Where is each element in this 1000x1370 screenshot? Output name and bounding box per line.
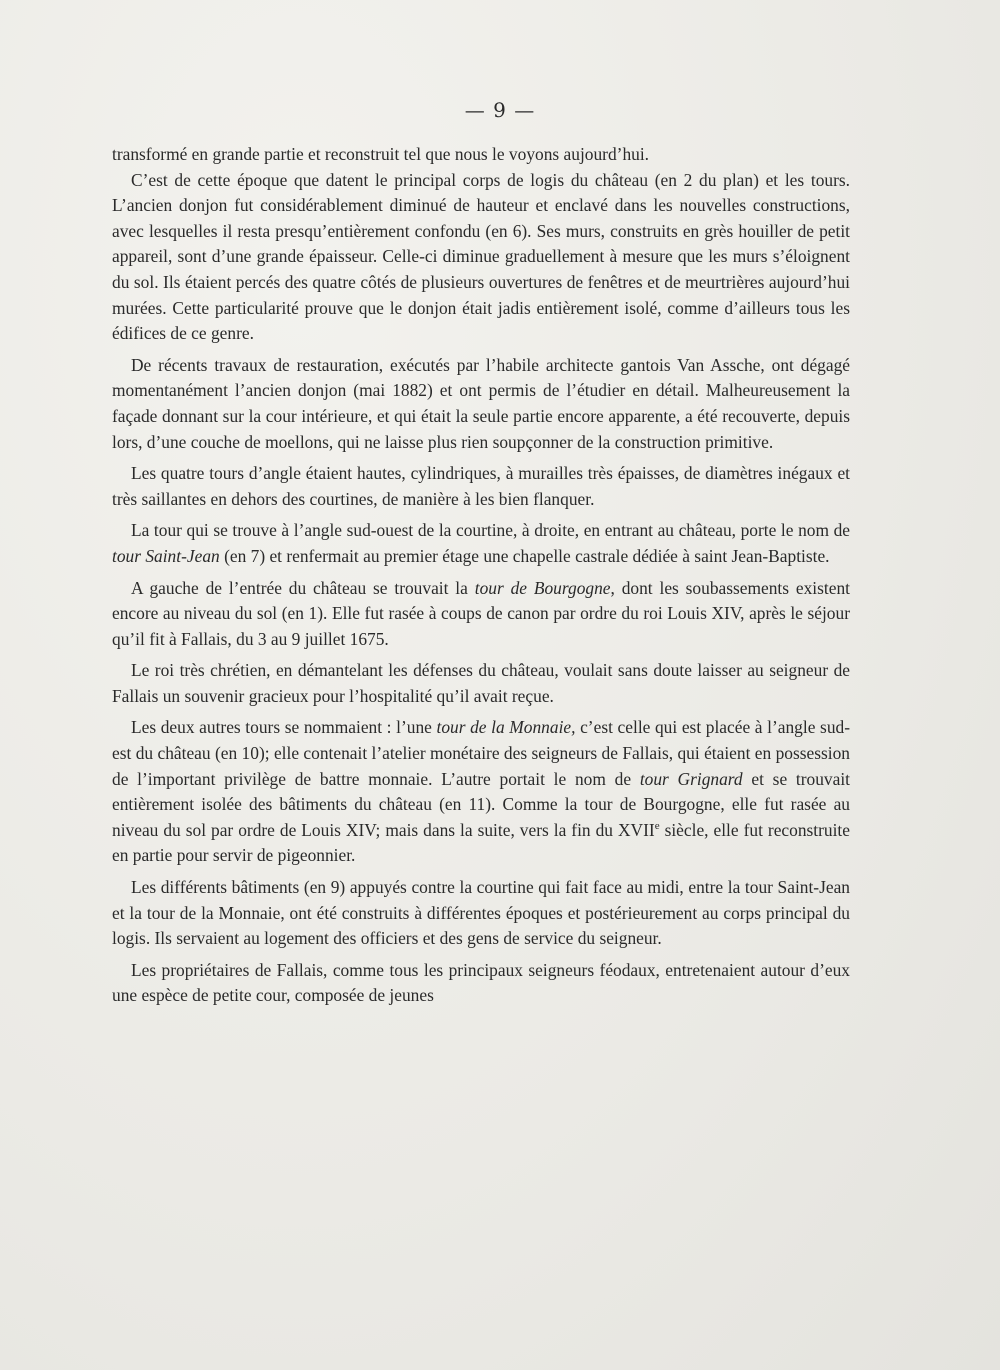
- paragraph: [112, 461, 850, 512]
- text-run: A gauche de l’entrée du château se trouvait la: [131, 577, 475, 598]
- paragraph: [112, 658, 850, 709]
- body-text: [112, 142, 850, 1009]
- paragraph: [112, 875, 850, 952]
- text-run: Les propriétaires de Fallais, comme tous les principaux seigneurs féodaux, entretenaient autour d’eux une espèce de petite cour, composée de jeunes: [112, 959, 850, 1006]
- text-run: C’est de cette époque que datent le principal corps de logis du château (en 2 du plan) et les tours. L’ancien donjon fut considérablement diminué de hauteur et enclavé dans les nouvelles constructions, avec lesquelles il resta presqu’entièrement confondu (en 6). Ses murs, construits en grès houiller de petit appareil, sont d’une grande épaisseur. Celle-ci diminue graduellement à mesure que les murs s’éloignent du sol. Ils étaient percés des quatre côtés de plusieurs ouvertures de fenêtres et de meurtrières aujourd’hui murées. Cette particularité prouve que le donjon était jadis entièrement isolé, comme d’ailleurs tous les édifices de ce genre.: [112, 169, 850, 344]
- page-number: — 9 —: [464, 98, 536, 122]
- text-run: , dont les soubassements existent encore au niveau du sol (en 1). Elle fut rasée à coups de canon par ordre du roi Louis XIV, après le séjour qu’il fit à Fallais, du 3 au 9 juillet 1675.: [112, 577, 850, 649]
- text-run: Les différents bâtiments (en 9) appuyés contre la courtine qui fait face au midi, entre la tour Saint-Jean et la tour de la Monnaie, ont été construits à différentes époques et postérieurement au corps principal du logis. Ils servaient au logement des officiers et des gens de service du seigneur.: [112, 877, 850, 949]
- text-run: (en 7) et renfermait au premier étage une chapelle castrale dédiée à saint Jean-Baptiste.: [219, 545, 830, 566]
- text-run: Les deux autres tours se nommaient : l’une: [131, 717, 437, 738]
- text-run: et se trouvait entièrement isolée des bâtiments du château (en 11). Comme la tour de Bourgogne, elle fut rasée au niveau du sol par ordre de Louis XIV; mais dans la suite, vers la fin du XVII: [112, 768, 851, 840]
- paragraph: [112, 958, 850, 1009]
- text-run: Le roi très chrétien, en démantelant les défenses du château, voulait sans doute laisser au seigneur de Fallais un souvenir gracieux pour l’hospitalité qu’il avait reçue.: [112, 660, 850, 706]
- text-run: transformé en grande partie et reconstruit tel que nous le voyons aujourd’hui.: [112, 144, 650, 164]
- paragraph: [112, 168, 850, 347]
- paragraph: [112, 715, 850, 869]
- italic-term: tour de Bourgogne: [474, 577, 611, 598]
- italic-term: tour de la Monnaie,: [436, 717, 576, 738]
- paragraph: [112, 353, 850, 455]
- text-run: De récents travaux de restauration, exécutés par l’habile architecte gantois Van Assche, ont dégagé momentanément l’ancien donjon (mai 1882) et ont permis de l’étudier en détail. Malheureusement la façade donnant sur la cour intérieure, et qui était la seule partie encore apparente, a été recouverte, depuis lors, d’une couche de moellons, qui ne laisse plus rien soupçonner de la construction primitive.: [112, 354, 850, 452]
- paragraph: [112, 518, 850, 569]
- text-run: Les quatre tours d’angle étaient hautes, cylindriques, à murailles très épaisses, de diamètres inégaux et très saillantes en dehors des courtines, de manière à les bien flanquer.: [112, 463, 850, 509]
- italic-term: tour Saint-Jean: [112, 545, 220, 566]
- paragraph: [112, 576, 850, 653]
- paragraph: [112, 142, 850, 168]
- superscript: e: [654, 820, 660, 833]
- text-run: La tour qui se trouve à l’angle sud-ouest de la courtine, à droite, en entrant au château, porte le nom de: [131, 520, 850, 541]
- text-run: siècle, elle fut reconstruite en partie pour servir de pigeonnier.: [112, 819, 850, 866]
- text-run: c’est celle qui est placée à l’angle sud-est du château (en 10); elle contenait l’atelier monétaire des seigneurs de Fallais, qui étaient en possession de l’important privilège de battre monnaie. L’autre portait le nom de: [112, 717, 850, 789]
- italic-term: tour Grignard: [639, 768, 743, 789]
